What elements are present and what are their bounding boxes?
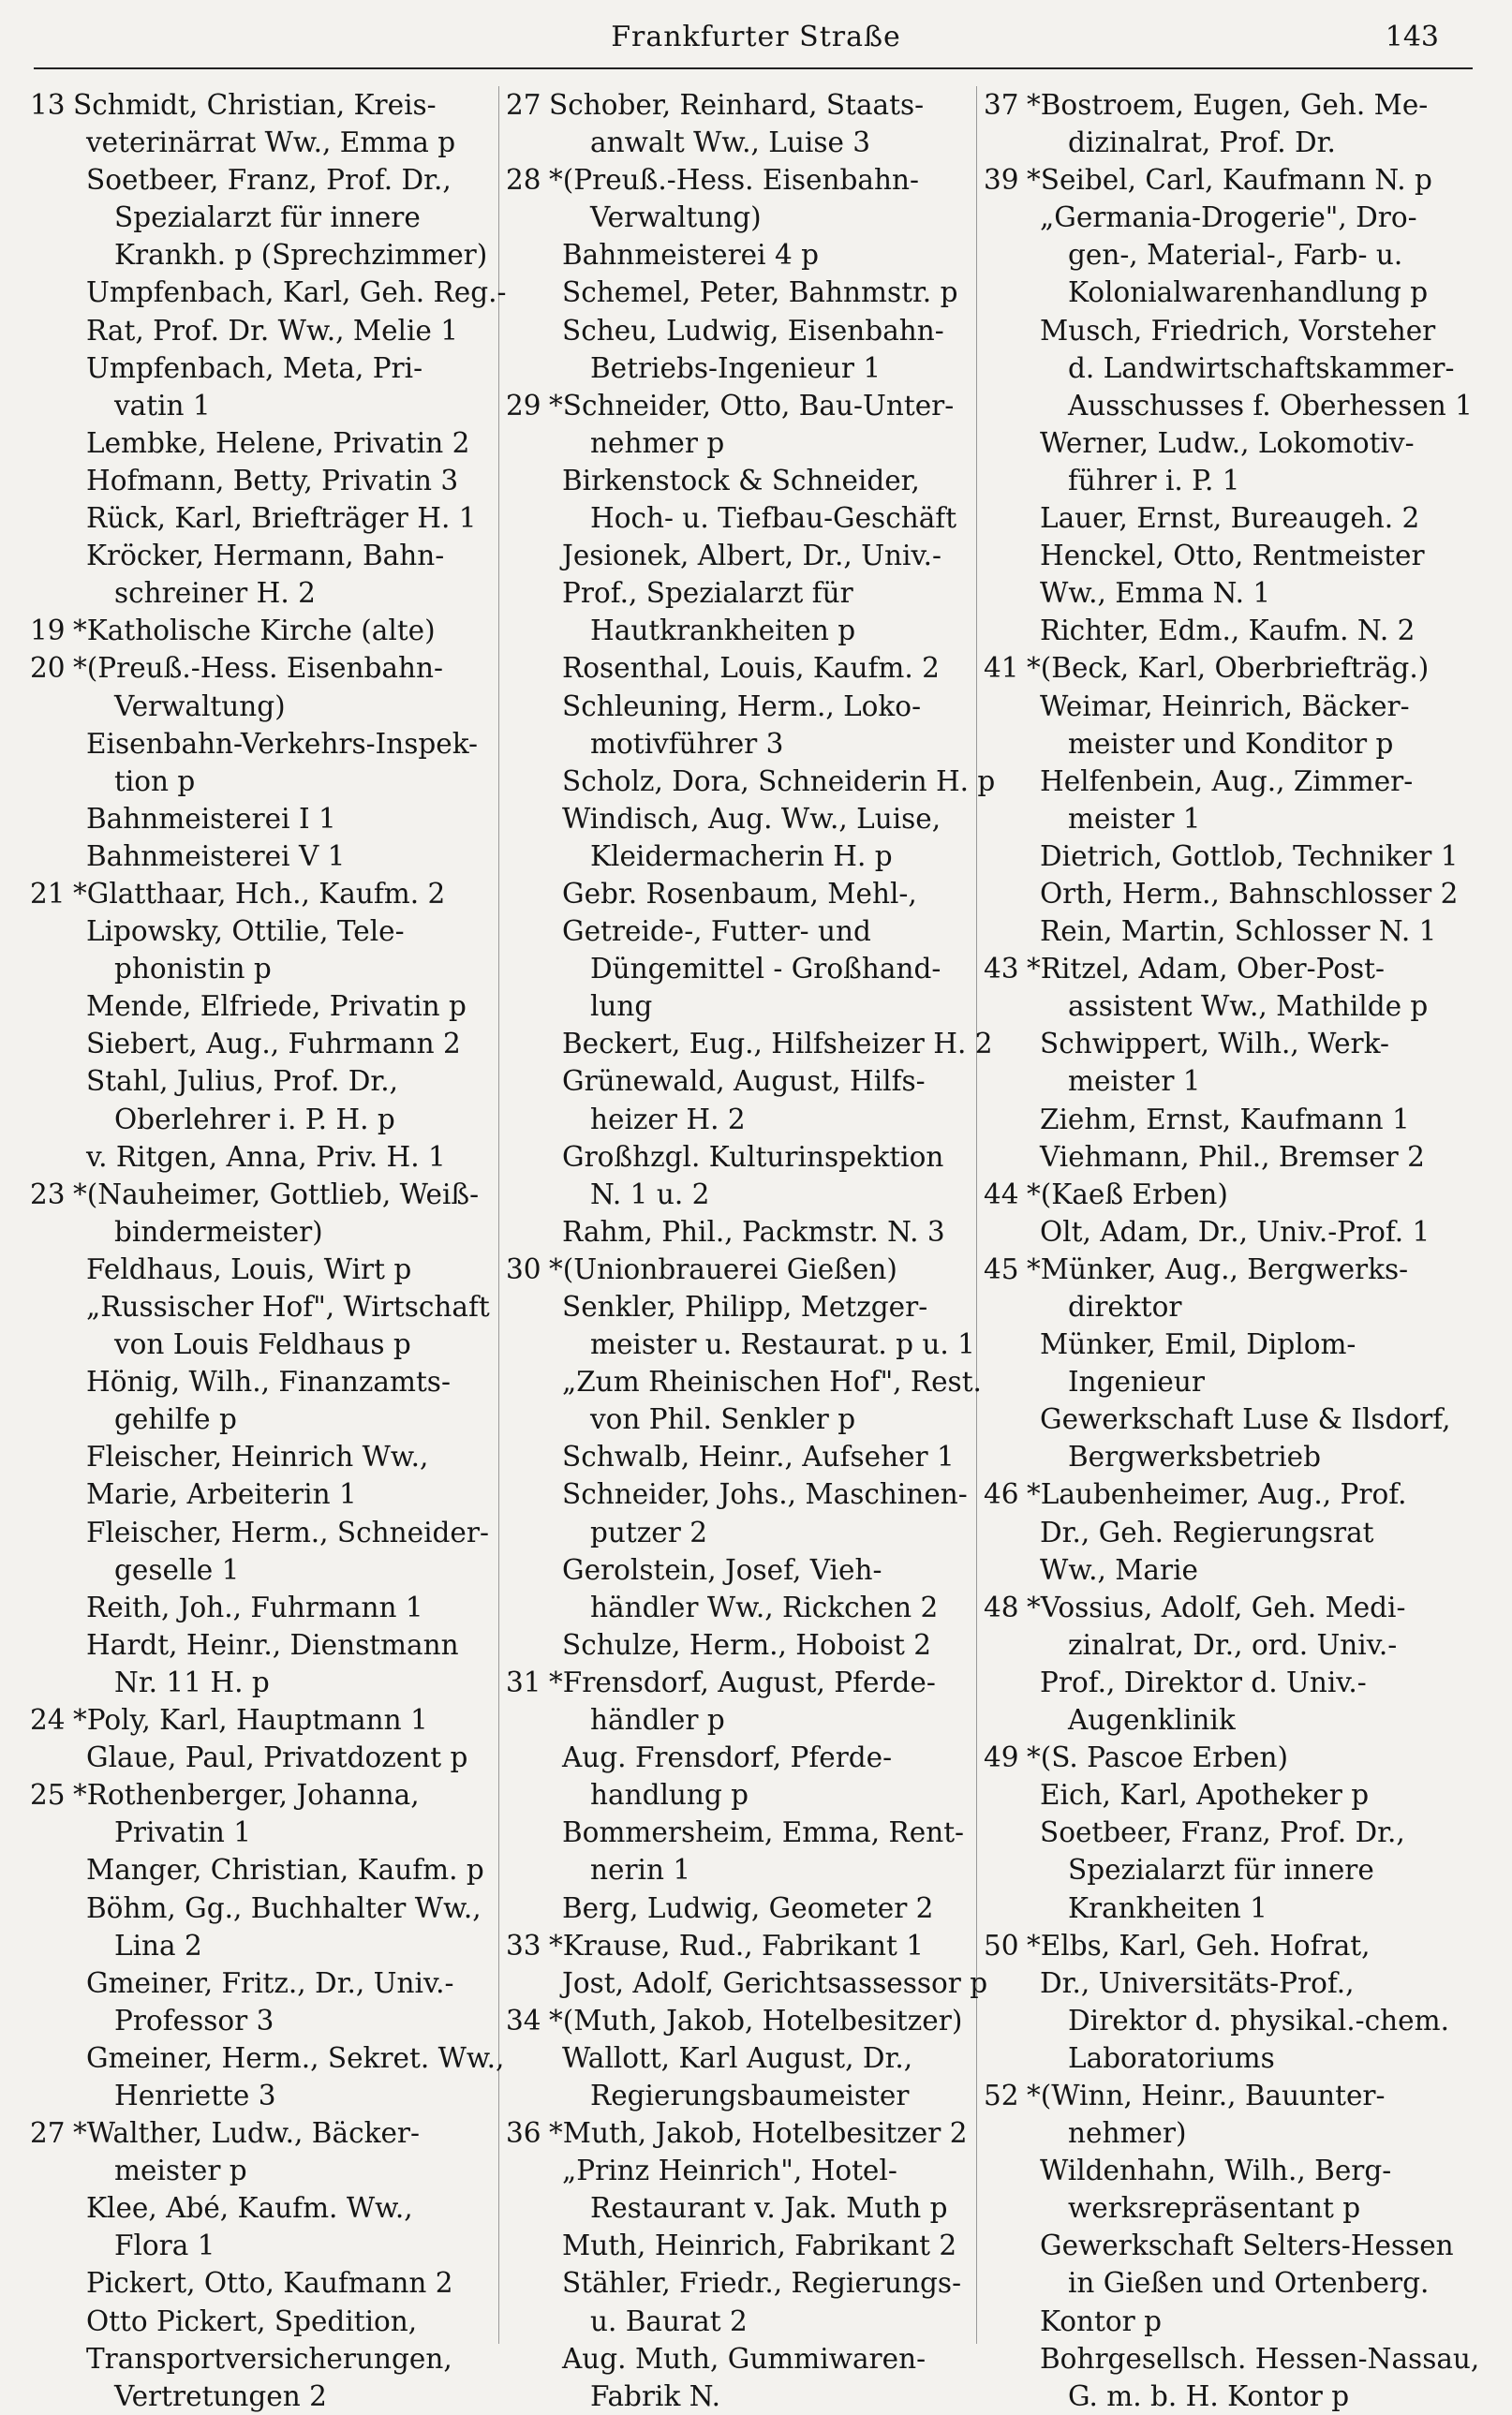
resident-line-continuation: Weimar, Heinrich, Bäcker-	[1040, 689, 1410, 722]
resident-line-continuation: Siebert, Aug., Fuhrmann 2	[86, 1028, 461, 1060]
resident-line-continuation: Scheu, Ludwig, Eisenbahn-	[562, 314, 944, 347]
resident-line: *Ritzel, Adam, Ober-Post-	[1027, 953, 1385, 985]
resident-line-continuation: Marie, Arbeiterin 1	[86, 1478, 357, 1511]
resident-line-continuation: Gerolstein, Josef, Vieh-	[562, 1553, 882, 1586]
resident-line-continuation: handlung p	[590, 1779, 749, 1812]
resident-line-continuation: in Gießen und Ortenberg.	[1068, 2267, 1430, 2300]
resident-line: Schober, Reinhard, Staats-	[549, 89, 925, 121]
address-entry	[984, 1251, 1471, 1476]
resident-line-continuation: Ingenieur	[1068, 1366, 1205, 1399]
address-entry	[984, 1176, 1471, 1251]
resident-line-continuation: Kröcker, Hermann, Bahn-	[86, 540, 445, 572]
house-number: 41	[984, 652, 1019, 685]
house-number: 28	[506, 164, 541, 197]
address-entry	[984, 1927, 1471, 2077]
address-entry	[30, 875, 489, 1176]
resident-line-continuation: meister und Konditor p	[1068, 727, 1394, 760]
house-number: 19	[30, 615, 66, 647]
resident-line-continuation: Jesionek, Albert, Dr., Univ.-	[562, 540, 941, 572]
resident-line: *Vossius, Adolf, Geh. Medi-	[1027, 1591, 1406, 1623]
house-number: 37	[984, 89, 1019, 121]
resident-line-continuation: Gmeiner, Herm., Sekret. Ww.,	[86, 2041, 505, 2074]
house-number: 36	[506, 2117, 541, 2150]
resident-line-continuation: Dr., Universitäts-Prof.,	[1040, 1966, 1355, 1999]
address-entry	[30, 2114, 489, 2415]
house-number: 50	[984, 1929, 1019, 1962]
resident-line-continuation: Laboratoriums	[1068, 2041, 1275, 2074]
resident-line: *(Beck, Karl, Oberbriefträg.)	[1027, 652, 1430, 685]
resident-line-continuation: Bohrgesellsch. Hessen-Nassau,	[1040, 2342, 1480, 2375]
address-entry	[984, 2077, 1480, 2415]
resident-line-continuation: von Phil. Senkler p	[590, 1403, 856, 1436]
resident-line-continuation: Schulze, Herm., Hoboist 2	[562, 1628, 932, 1661]
address-entry	[984, 1475, 1471, 1588]
house-number: 31	[506, 1666, 541, 1698]
resident-line-continuation: Windisch, Aug. Ww., Luise,	[562, 802, 941, 835]
resident-line-continuation: Reith, Joh., Fuhrmann 1	[86, 1591, 423, 1623]
address-entry	[506, 1664, 974, 1927]
resident-line-continuation: Privatin 1	[114, 1816, 252, 1849]
resident-line-continuation: dizinalrat, Prof. Dr.	[1068, 126, 1336, 159]
resident-line-continuation: Beckert, Eug., Hilfsheizer H. 2	[562, 1028, 993, 1060]
resident-line-continuation: Großhzgl. Kulturinspektion	[562, 1140, 944, 1173]
resident-line-continuation: nehmer)	[1068, 2117, 1187, 2150]
resident-line-continuation: Verwaltung)	[114, 689, 286, 722]
resident-line-continuation: Otto Pickert, Spedition,	[86, 2304, 418, 2337]
resident-line-continuation: Eich, Karl, Apotheker p	[1040, 1779, 1370, 1812]
resident-line-continuation: Restaurant v. Jak. Muth p	[590, 2192, 948, 2225]
address-entry	[506, 2114, 974, 2415]
resident-line-continuation: händler Ww., Rickchen 2	[590, 1591, 939, 1623]
resident-line-continuation: Nr. 11 H. p	[114, 1666, 270, 1698]
resident-line-continuation: Stähler, Friedr., Regierungs-	[562, 2267, 962, 2300]
resident-line-continuation: Eisenbahn-Verkehrs-Inspek-	[86, 727, 479, 760]
resident-line-continuation: lung	[590, 990, 653, 1023]
resident-line-continuation: Lembke, Helene, Privatin 2	[86, 426, 470, 459]
house-number: 43	[984, 953, 1019, 985]
address-entry	[30, 1176, 489, 1701]
resident-line-continuation: Berg, Ludwig, Geometer 2	[562, 1891, 934, 1924]
resident-line-continuation: Augenklinik	[1068, 1704, 1236, 1737]
resident-line-continuation: Birkenstock & Schneider,	[562, 464, 920, 496]
resident-line: *Seibel, Carl, Kaufmann N. p	[1027, 164, 1432, 197]
resident-line-continuation: Aug. Muth, Gummiwaren-	[562, 2342, 926, 2375]
resident-line-continuation: Henriette 3	[114, 2079, 276, 2111]
resident-line-continuation: Kontor p	[1040, 2304, 1162, 2337]
resident-line: *Laubenheimer, Aug., Prof.	[1027, 1478, 1407, 1511]
resident-line-continuation: Fabrik N.	[590, 2379, 721, 2412]
resident-line-continuation: Helfenbein, Aug., Zimmer-	[1040, 764, 1414, 797]
address-entry	[506, 1251, 982, 1664]
resident-line-continuation: Bergwerksbetrieb	[1068, 1441, 1322, 1474]
resident-line-continuation: Krankh. p (Sprechzimmer)	[114, 239, 488, 272]
house-number: 27	[506, 89, 541, 121]
house-number: 48	[984, 1591, 1019, 1623]
resident-line-continuation: Lina 2	[114, 1929, 202, 1962]
resident-line: *Walther, Ludw., Bäcker-	[73, 2117, 421, 2150]
resident-line-continuation: Soetbeer, Franz, Prof. Dr.,	[1040, 1816, 1405, 1849]
resident-line-continuation: Hofmann, Betty, Privatin 3	[86, 464, 459, 496]
resident-line-continuation: Werner, Ludw., Lokomotiv-	[1040, 426, 1415, 459]
resident-line-continuation: Manger, Christian, Kaufm. p	[86, 1854, 484, 1887]
resident-line-continuation: Düngemittel - Großhand-	[590, 953, 941, 985]
resident-line-continuation: N. 1 u. 2	[590, 1178, 710, 1210]
resident-line-continuation: meister p	[114, 2155, 247, 2187]
resident-line-continuation: anwalt Ww., Luise 3	[590, 126, 871, 159]
resident-line-continuation: motivführer 3	[590, 727, 784, 760]
resident-line-continuation: Aug. Frensdorf, Pferde-	[562, 1741, 893, 1774]
resident-line-continuation: heizer H. 2	[590, 1103, 746, 1135]
resident-line-continuation: Kolonialwarenhandlung p	[1068, 276, 1429, 309]
resident-line-continuation: Getreide-, Futter- und	[562, 915, 871, 948]
address-entry	[30, 1776, 505, 2114]
resident-line-continuation: Rosenthal, Louis, Kaufm. 2	[562, 652, 940, 685]
resident-line-continuation: führer i. P. 1	[1068, 464, 1240, 496]
resident-line-continuation: Prof., Spezialarzt für	[562, 577, 853, 610]
resident-line-continuation: assistent Ww., Mathilde p	[1068, 990, 1429, 1023]
address-entry	[506, 161, 974, 387]
resident-line-continuation: Rat, Prof. Dr. Ww., Melie 1	[86, 314, 459, 347]
resident-line-continuation: Schwalb, Heinr., Aufseher 1	[562, 1441, 955, 1474]
house-number: 30	[506, 1252, 541, 1285]
resident-line: *Poly, Karl, Hauptmann 1	[73, 1704, 428, 1737]
resident-line: *Glatthaar, Hch., Kaufm. 2	[73, 877, 446, 910]
resident-line-continuation: bindermeister)	[114, 1215, 323, 1248]
resident-line-continuation: Bommersheim, Emma, Rent-	[562, 1816, 965, 1849]
resident-line-continuation: veterinärrat Ww., Emma p	[86, 126, 456, 159]
resident-line: *(Unionbrauerei Gießen)	[549, 1252, 897, 1285]
resident-line-continuation: „Prinz Heinrich", Hotel-	[562, 2155, 897, 2187]
house-number: 29	[506, 389, 541, 422]
page-title: Frankfurter Straße	[611, 21, 901, 53]
resident-line-continuation: Vertretungen 2	[114, 2379, 327, 2412]
address-entry	[30, 86, 507, 612]
resident-line-continuation: Wildenhahn, Wilh., Berg-	[1040, 2155, 1392, 2187]
resident-line-continuation: Scholz, Dora, Schneiderin H. p	[562, 764, 996, 797]
resident-line-continuation: Fleischer, Herm., Schneider-	[86, 1516, 489, 1548]
directory-column-2	[506, 86, 996, 2412]
resident-line-continuation: Oberlehrer i. P. H. p	[114, 1103, 395, 1135]
resident-line-continuation: Muth, Heinrich, Fabrikant 2	[562, 2230, 957, 2262]
house-number: 23	[30, 1178, 66, 1210]
resident-line-continuation: Viehmann, Phil., Bremser 2	[1040, 1140, 1425, 1173]
resident-line-continuation: putzer 2	[590, 1516, 707, 1548]
address-entry	[984, 1739, 1471, 1926]
resident-line-continuation: direktor	[1068, 1291, 1182, 1323]
resident-line: *(Nauheimer, Gottlieb, Weiß-	[73, 1178, 480, 1210]
resident-line-continuation: Hardt, Heinr., Dienstmann	[86, 1628, 459, 1661]
resident-line-continuation: Henckel, Otto, Rentmeister	[1040, 540, 1425, 572]
resident-line-continuation: Umpfenbach, Karl, Geh. Reg.-	[86, 276, 507, 309]
house-number: 45	[984, 1252, 1019, 1285]
resident-line-continuation: Münker, Emil, Diplom-	[1040, 1328, 1356, 1361]
address-entry	[984, 649, 1471, 950]
resident-line-continuation: Gewerkschaft Luse & Ilsdorf,	[1040, 1403, 1451, 1436]
resident-line-continuation: Verwaltung)	[590, 201, 762, 234]
resident-line: *(Winn, Heinr., Bauunter-	[1027, 2079, 1386, 2111]
resident-line-continuation: Richter, Edm., Kaufm. N. 2	[1040, 615, 1416, 647]
resident-line-continuation: geselle 1	[114, 1553, 240, 1586]
house-number: 46	[984, 1478, 1019, 1511]
resident-line-continuation: Flora 1	[114, 2230, 215, 2262]
resident-line: *Katholische Kirche (alte)	[73, 615, 436, 647]
resident-line-continuation: Böhm, Gg., Buchhalter Ww.,	[86, 1891, 482, 1924]
resident-line-continuation: phonistin p	[114, 953, 272, 985]
resident-line-continuation: Regierungsbaumeister	[590, 2079, 910, 2111]
resident-line-continuation: Umpfenbach, Meta, Pri-	[86, 351, 423, 384]
resident-line: *Münker, Aug., Bergwerks-	[1027, 1252, 1409, 1285]
address-entry	[506, 86, 974, 161]
resident-line-continuation: Ww., Emma N. 1	[1040, 577, 1271, 610]
resident-line-continuation: Kleidermacherin H. p	[590, 839, 893, 872]
directory-column-1	[30, 86, 507, 2412]
house-number: 13	[30, 89, 66, 121]
resident-line-continuation: Senkler, Philipp, Metzger-	[562, 1291, 928, 1323]
address-entry	[30, 649, 489, 875]
resident-line-continuation: Hoch- u. Tiefbau-Geschäft	[590, 502, 957, 535]
resident-line: *Elbs, Karl, Geh. Hofrat,	[1027, 1929, 1371, 1962]
resident-line-continuation: Grünewald, August, Hilfs-	[562, 1065, 926, 1098]
resident-line-continuation: Feldhaus, Louis, Wirt p	[86, 1252, 412, 1285]
address-entry	[506, 2002, 974, 2114]
resident-line: Schmidt, Christian, Kreis-	[73, 89, 437, 121]
resident-line-continuation: Professor 3	[114, 2004, 274, 2037]
resident-line: *Frensdorf, August, Pferde-	[549, 1666, 936, 1698]
resident-line-continuation: zinalrat, Dr., ord. Univ.-	[1068, 1628, 1398, 1661]
resident-line: *(Preuß.-Hess. Eisenbahn-	[549, 164, 919, 197]
resident-line-continuation: Fleischer, Heinrich Ww.,	[86, 1441, 429, 1474]
house-number: 39	[984, 164, 1019, 197]
resident-line-continuation: „Russischer Hof", Wirtschaft	[86, 1291, 490, 1323]
resident-line-continuation: Krankheiten 1	[1068, 1891, 1267, 1924]
house-number: 21	[30, 877, 66, 910]
address-entry	[30, 612, 489, 649]
resident-line-continuation: Soetbeer, Franz, Prof. Dr.,	[86, 164, 452, 197]
resident-line-continuation: Bahnmeisterei I 1	[86, 802, 336, 835]
resident-line-continuation: Transportversicherungen,	[86, 2342, 452, 2375]
resident-line-continuation: Rein, Martin, Schlosser N. 1	[1040, 915, 1437, 948]
resident-line-continuation: tion p	[114, 764, 196, 797]
running-head	[0, 7, 1512, 64]
page-number: 143	[1385, 21, 1439, 53]
resident-line-continuation: Mende, Elfriede, Privatin p	[86, 990, 467, 1023]
resident-line-continuation: G. m. b. H. Kontor p	[1068, 2379, 1350, 2412]
resident-line: *(S. Pascoe Erben)	[1027, 1741, 1289, 1774]
directory-column-3	[984, 86, 1480, 2412]
resident-line-continuation: Ausschusses f. Oberhessen 1	[1068, 389, 1473, 422]
house-number: 49	[984, 1741, 1019, 1774]
resident-line-continuation: Dietrich, Gottlob, Techniker 1	[1040, 839, 1459, 872]
resident-line-continuation: Ziehm, Ernst, Kaufmann 1	[1040, 1103, 1410, 1135]
resident-line-continuation: Schwippert, Wilh., Werk-	[1040, 1028, 1389, 1060]
house-number: 44	[984, 1178, 1019, 1210]
address-entry	[506, 1927, 988, 2002]
resident-line-continuation: Betriebs-Ingenieur 1	[590, 351, 882, 384]
house-number: 52	[984, 2079, 1019, 2111]
resident-line-continuation: meister 1	[1068, 1065, 1201, 1098]
column-divider	[498, 86, 499, 2344]
resident-line-continuation: Musch, Friedrich, Vorsteher	[1040, 314, 1436, 347]
resident-line-continuation: nerin 1	[590, 1854, 691, 1887]
resident-line-continuation: Glaue, Paul, Privatdozent p	[86, 1741, 468, 1774]
resident-line-continuation: Bahnmeisterei V 1	[86, 839, 346, 872]
address-entry	[30, 1701, 489, 1776]
resident-line-continuation: Hautkrankheiten p	[590, 615, 856, 647]
house-number: 34	[506, 2004, 541, 2037]
resident-line-continuation: Lipowsky, Ottilie, Tele-	[86, 915, 405, 948]
house-number: 25	[30, 1779, 66, 1812]
resident-line-continuation: Prof., Direktor d. Univ.-	[1040, 1666, 1367, 1698]
resident-line-continuation: u. Baurat 2	[590, 2304, 748, 2337]
resident-line-continuation: meister 1	[1068, 802, 1201, 835]
resident-line: *Bostroem, Eugen, Geh. Me-	[1027, 89, 1429, 121]
resident-line-continuation: Spezialarzt für innere	[114, 201, 421, 234]
resident-line-continuation: Jost, Adolf, Gerichtsassessor p	[562, 1966, 988, 1999]
house-number: 33	[506, 1929, 541, 1962]
resident-line: *Schneider, Otto, Bau-Unter-	[549, 389, 955, 422]
resident-line-continuation: vatin 1	[114, 389, 211, 422]
resident-line-continuation: Pickert, Otto, Kaufmann 2	[86, 2267, 453, 2300]
resident-line-continuation: gehilfe p	[114, 1403, 237, 1436]
header-rule	[34, 67, 1473, 69]
resident-line-continuation: Spezialarzt für innere	[1068, 1854, 1374, 1887]
resident-line-continuation: „Germania-Drogerie", Dro-	[1040, 201, 1417, 234]
address-entry	[506, 387, 996, 1251]
resident-line-continuation: werksrepräsentant p	[1068, 2192, 1361, 2225]
resident-line-continuation: Bahnmeisterei 4 p	[562, 239, 819, 272]
resident-line-continuation: von Louis Feldhaus p	[114, 1328, 411, 1361]
resident-line-continuation: nehmer p	[590, 426, 725, 459]
resident-line: *(Muth, Jakob, Hotelbesitzer)	[549, 2004, 963, 2037]
house-number: 20	[30, 652, 66, 685]
resident-line-continuation: Lauer, Ernst, Bureaugeh. 2	[1040, 502, 1420, 535]
address-entry	[984, 161, 1471, 649]
column-divider	[976, 86, 977, 2344]
resident-line: *Krause, Rud., Fabrikant 1	[549, 1929, 924, 1962]
resident-line-continuation: Dr., Geh. Regierungsrat	[1040, 1516, 1374, 1548]
resident-line-continuation: Ww., Marie	[1040, 1553, 1198, 1586]
resident-line-continuation: Direktor d. physikal.-chem.	[1068, 2004, 1449, 2037]
resident-line-continuation: Schleuning, Herm., Loko-	[562, 689, 922, 722]
resident-line-continuation: händler p	[590, 1704, 725, 1737]
resident-line-continuation: meister u. Restaurat. p u. 1	[590, 1328, 975, 1361]
resident-line-continuation: Olt, Adam, Dr., Univ.-Prof. 1	[1040, 1215, 1430, 1248]
resident-line-continuation: Orth, Herm., Bahnschlosser 2	[1040, 877, 1459, 910]
house-number: 27	[30, 2117, 66, 2150]
resident-line-continuation: Klee, Abé, Kaufm. Ww.,	[86, 2192, 413, 2225]
resident-line: *(Preuß.-Hess. Eisenbahn-	[73, 652, 443, 685]
resident-line-continuation: Gewerkschaft Selters-Hessen	[1040, 2230, 1454, 2262]
house-number: 24	[30, 1704, 66, 1737]
resident-line-continuation: Wallott, Karl August, Dr.,	[562, 2041, 913, 2074]
address-entry	[984, 950, 1471, 1176]
address-entry	[984, 86, 1471, 161]
resident-line-continuation: Rahm, Phil., Packmstr. N. 3	[562, 1215, 945, 1248]
resident-line-continuation: Schneider, Johs., Maschinen-	[562, 1478, 968, 1511]
resident-line-continuation: „Zum Rheinischen Hof", Rest.	[562, 1366, 982, 1399]
resident-line: *(Kaeß Erben)	[1027, 1178, 1228, 1210]
resident-line-continuation: Rück, Karl, Briefträger H. 1	[86, 502, 477, 535]
resident-line-continuation: Gebr. Rosenbaum, Mehl-,	[562, 877, 917, 910]
resident-line-continuation: Hönig, Wilh., Finanzamts-	[86, 1366, 451, 1399]
resident-line: *Rothenberger, Johanna,	[73, 1779, 420, 1812]
resident-line-continuation: schreiner H. 2	[114, 577, 316, 610]
resident-line: *Muth, Jakob, Hotelbesitzer 2	[549, 2117, 968, 2150]
resident-line-continuation: d. Landwirtschaftskammer-	[1068, 351, 1455, 384]
resident-line-continuation: Gmeiner, Fritz., Dr., Univ.-	[86, 1966, 454, 1999]
resident-line-continuation: Stahl, Julius, Prof. Dr.,	[86, 1065, 399, 1098]
address-entry	[984, 1589, 1471, 1739]
resident-line-continuation: Schemel, Peter, Bahnmstr. p	[562, 276, 958, 309]
resident-line-continuation: gen-, Material-, Farb- u.	[1068, 239, 1403, 272]
resident-line-continuation: v. Ritgen, Anna, Priv. H. 1	[86, 1140, 446, 1173]
